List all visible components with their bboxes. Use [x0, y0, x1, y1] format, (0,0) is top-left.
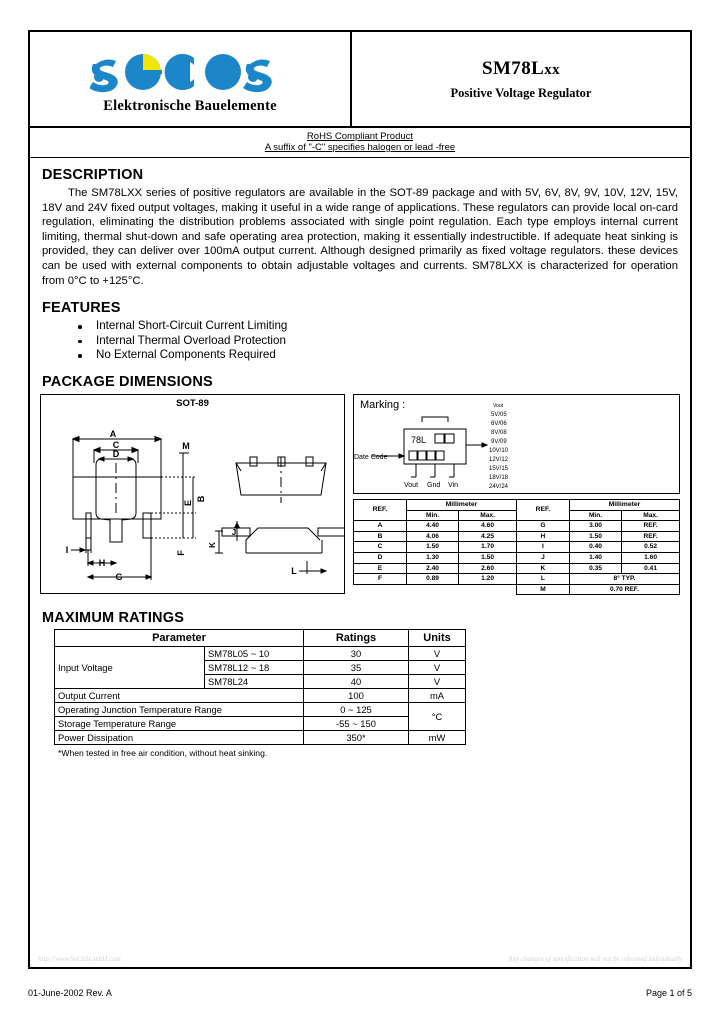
- dimension-table: [353, 499, 680, 595]
- marking-diagram: [353, 394, 680, 494]
- param-input-voltage: Input Voltage: [55, 646, 205, 688]
- dim-label-e: E: [183, 499, 193, 506]
- rating-value: 30: [304, 646, 409, 660]
- vout-option: 12V/12: [489, 456, 509, 463]
- vout-option: 24V/24: [489, 483, 509, 490]
- dim-label-l: L: [291, 565, 297, 576]
- maximum-ratings-section: [40, 610, 680, 758]
- vout-option: 10V/10: [489, 447, 509, 454]
- dim-ref: J: [516, 552, 569, 563]
- pin-label-vin: Vin: [448, 481, 458, 489]
- part-number-suffix: xx: [544, 61, 560, 78]
- table-row: [354, 574, 680, 585]
- dim-span: 0.70 REF.: [569, 584, 679, 595]
- package-info-column: [353, 394, 680, 594]
- dim-min: 1.40: [569, 552, 621, 563]
- table-row: [55, 646, 466, 660]
- header-logo-cell: [30, 32, 352, 126]
- vout-option: 18V/18: [489, 474, 509, 481]
- unit-value: V: [409, 646, 466, 660]
- list-item: Internal Thermal Overload Protection: [74, 334, 680, 349]
- package-drawing-row: [40, 394, 680, 594]
- rohs-banner: [28, 126, 692, 157]
- dim-max: 1.60: [622, 552, 680, 563]
- col-parameter: Parameter: [55, 629, 304, 646]
- dim-ref: B: [354, 531, 407, 542]
- page-footer: [28, 988, 692, 998]
- header-part-cell: [352, 32, 690, 126]
- dim-max: 4.25: [459, 531, 517, 542]
- part-subtitle: Positive Voltage Regulator: [450, 85, 592, 100]
- vout-option: 8V/08: [491, 429, 507, 436]
- faint-footer-url: http://www.SeCoSGmbH.com: [38, 955, 121, 963]
- vout-option: 15V/15: [489, 465, 509, 472]
- table-row: [354, 563, 680, 574]
- table-row: [354, 521, 680, 532]
- rating-value: 350*: [304, 730, 409, 744]
- col-ref-right: REF.: [516, 499, 569, 520]
- dim-max: 0.41: [622, 563, 680, 574]
- dim-min: 4.40: [406, 521, 458, 532]
- features-list: [40, 319, 680, 363]
- marking-chip-text: 78L: [411, 434, 427, 445]
- vout-option: 6V/06: [491, 420, 507, 427]
- table-row: [55, 702, 466, 716]
- part-number-main: SM78L: [482, 57, 545, 79]
- faint-footer-note: Any changes of specification will not be informed individually: [508, 955, 682, 963]
- dim-ref: I: [516, 542, 569, 553]
- footer-revision: 01-June-2002 Rev. A: [28, 988, 112, 998]
- dim-ref: L: [516, 574, 569, 585]
- logo-subtitle: Elektronische Bauelemente: [103, 97, 277, 114]
- dim-blank: [406, 584, 458, 595]
- table-row: [55, 716, 466, 730]
- description-text: The SM78LXX series of positive regulators are available in the SOT-89 package and with 5V, 6V, 8V, 9V, 10V, 12V, 15V, 18V and 24V fixed output voltages, making it useful in a wide range of applications. These regulators can provide local on-card regulation, eliminating the distribution problems associated with single point regulation. Each type employs internal current limiting, thermal shut-down and safe operating area protection, making it essentially indestructible. If adequate heat sinking is provided, they can deliver over 100mA output current. Although designed primarily as fixed voltage regulators. these devices can be used with external components to obtain adjustable voltages and currents. SM78LXX is characterized for operation from 0°C to +125°C.: [42, 187, 678, 287]
- dim-max: 1.50: [459, 552, 517, 563]
- dim-span: 8° TYP.: [569, 574, 679, 585]
- page-header: [28, 30, 692, 126]
- datasheet-page: [28, 30, 692, 982]
- date-code-label: Date Code: [354, 453, 388, 461]
- dim-ref: G: [516, 521, 569, 532]
- drawing-title: SOT-89: [176, 397, 209, 409]
- features-heading: FEATURES: [42, 300, 121, 317]
- list-item: No External Components Required: [74, 348, 680, 363]
- col-max-left: Max.: [459, 510, 517, 521]
- dim-label-j: J: [231, 527, 237, 537]
- param-sub: SM78L05 ~ 10: [205, 646, 304, 660]
- table-row: [55, 730, 466, 744]
- dim-min: 0.35: [569, 563, 621, 574]
- dim-min: 0.40: [569, 542, 621, 553]
- rating-value: 40: [304, 674, 409, 688]
- rating-value: 100: [304, 688, 409, 702]
- rating-value: 0 ~ 125: [304, 702, 409, 716]
- sot89-drawing-svg: [41, 395, 344, 593]
- ratings-note: *When tested in free air condition, without heat sinking.: [58, 747, 268, 758]
- dim-label-b: B: [196, 495, 206, 503]
- faint-footer: [38, 955, 682, 963]
- dim-label-f: F: [176, 550, 186, 556]
- unit-value: °C: [409, 702, 466, 730]
- sot89-drawing: [40, 394, 345, 594]
- col-unit-left: Millimeter: [406, 499, 516, 510]
- param-storage-temp: Storage Temperature Range: [55, 716, 304, 730]
- table-row: [354, 552, 680, 563]
- table-row: [354, 584, 680, 595]
- dim-label-m: M: [182, 440, 190, 451]
- dim-label-h: H: [98, 557, 106, 568]
- unit-value: V: [409, 674, 466, 688]
- dim-blank: [354, 584, 407, 595]
- col-min-right: Min.: [569, 510, 621, 521]
- marking-title: Marking :: [360, 398, 406, 411]
- dim-ref: M: [516, 584, 569, 595]
- maximum-ratings-table: [54, 629, 466, 745]
- col-units: Units: [409, 629, 466, 646]
- dim-ref: C: [354, 542, 407, 553]
- col-min-left: Min.: [406, 510, 458, 521]
- dim-label-g: G: [115, 571, 123, 582]
- dim-ref: F: [354, 574, 407, 585]
- table-header-row: [55, 629, 466, 646]
- dim-max: 4.60: [459, 521, 517, 532]
- dim-min: 1.50: [406, 542, 458, 553]
- col-ratings: Ratings: [304, 629, 409, 646]
- dim-ref: K: [516, 563, 569, 574]
- param-op-junction-temp: Operating Junction Temperature Range: [55, 702, 304, 716]
- dim-min: 1.30: [406, 552, 458, 563]
- part-number: [482, 58, 560, 80]
- dim-blank: [459, 584, 517, 595]
- table-row: [55, 688, 466, 702]
- package-dimensions-heading: PACKAGE DIMENSIONS: [42, 373, 213, 390]
- dim-max: REF.: [622, 531, 680, 542]
- dim-label-c: C: [112, 439, 120, 450]
- maximum-ratings-heading: MAXIMUM RATINGS: [42, 609, 185, 626]
- pin-label-gnd: Gnd: [427, 481, 441, 489]
- dim-ref: A: [354, 521, 407, 532]
- dim-max: 2.60: [459, 563, 517, 574]
- dim-max: 0.52: [622, 542, 680, 553]
- table-row: [354, 499, 680, 510]
- unit-value: V: [409, 660, 466, 674]
- unit-value: mW: [409, 730, 466, 744]
- dim-ref: H: [516, 531, 569, 542]
- dim-min: 1.50: [569, 531, 621, 542]
- rating-value: 35: [304, 660, 409, 674]
- dim-label-d: D: [112, 448, 120, 459]
- col-ref-left: REF.: [354, 499, 407, 520]
- table-row: [354, 542, 680, 553]
- param-output-current: Output Current: [55, 688, 304, 702]
- secos-logo: [90, 44, 290, 102]
- dim-max: 1.20: [459, 574, 517, 585]
- description-heading: DESCRIPTION: [42, 167, 144, 183]
- param-sub: SM78L12 ~ 18: [205, 660, 304, 674]
- footer-page-number: Page 1 of 5: [645, 988, 692, 998]
- page-body: [28, 157, 692, 969]
- pin-label-vout: Vout: [404, 481, 419, 489]
- rating-value: -55 ~ 150: [304, 716, 409, 730]
- param-power-dissipation: Power Dissipation: [55, 730, 304, 744]
- dim-max: 1.70: [459, 542, 517, 553]
- dim-min: 2.40: [406, 563, 458, 574]
- dim-min: 4.06: [406, 531, 458, 542]
- list-item: Internal Short-Circuit Current Limiting: [74, 319, 680, 334]
- dim-max: REF.: [622, 521, 680, 532]
- unit-value: mA: [409, 688, 466, 702]
- dim-min: 3.00: [569, 521, 621, 532]
- dim-label-a: A: [109, 428, 117, 439]
- col-max-right: Max.: [622, 510, 680, 521]
- dim-ref: D: [354, 552, 407, 563]
- col-unit-right: Millimeter: [569, 499, 679, 510]
- table-row: [354, 531, 680, 542]
- param-sub: SM78L24: [205, 674, 304, 688]
- vout-option: 9V/09: [491, 438, 507, 445]
- rohs-line-1: RoHS Compliant Product: [306, 131, 414, 142]
- vout-option: 5V/05: [491, 411, 507, 418]
- dim-label-k: K: [208, 542, 217, 548]
- vout-header: Vout: [493, 402, 504, 409]
- dim-min: 0.89: [406, 574, 458, 585]
- dim-label-i: I: [65, 544, 69, 555]
- dim-ref: E: [354, 563, 407, 574]
- secos-logo-icon: [90, 44, 290, 94]
- rohs-line-2: A suffix of "-C" specifies halogen or lead -free: [264, 142, 456, 153]
